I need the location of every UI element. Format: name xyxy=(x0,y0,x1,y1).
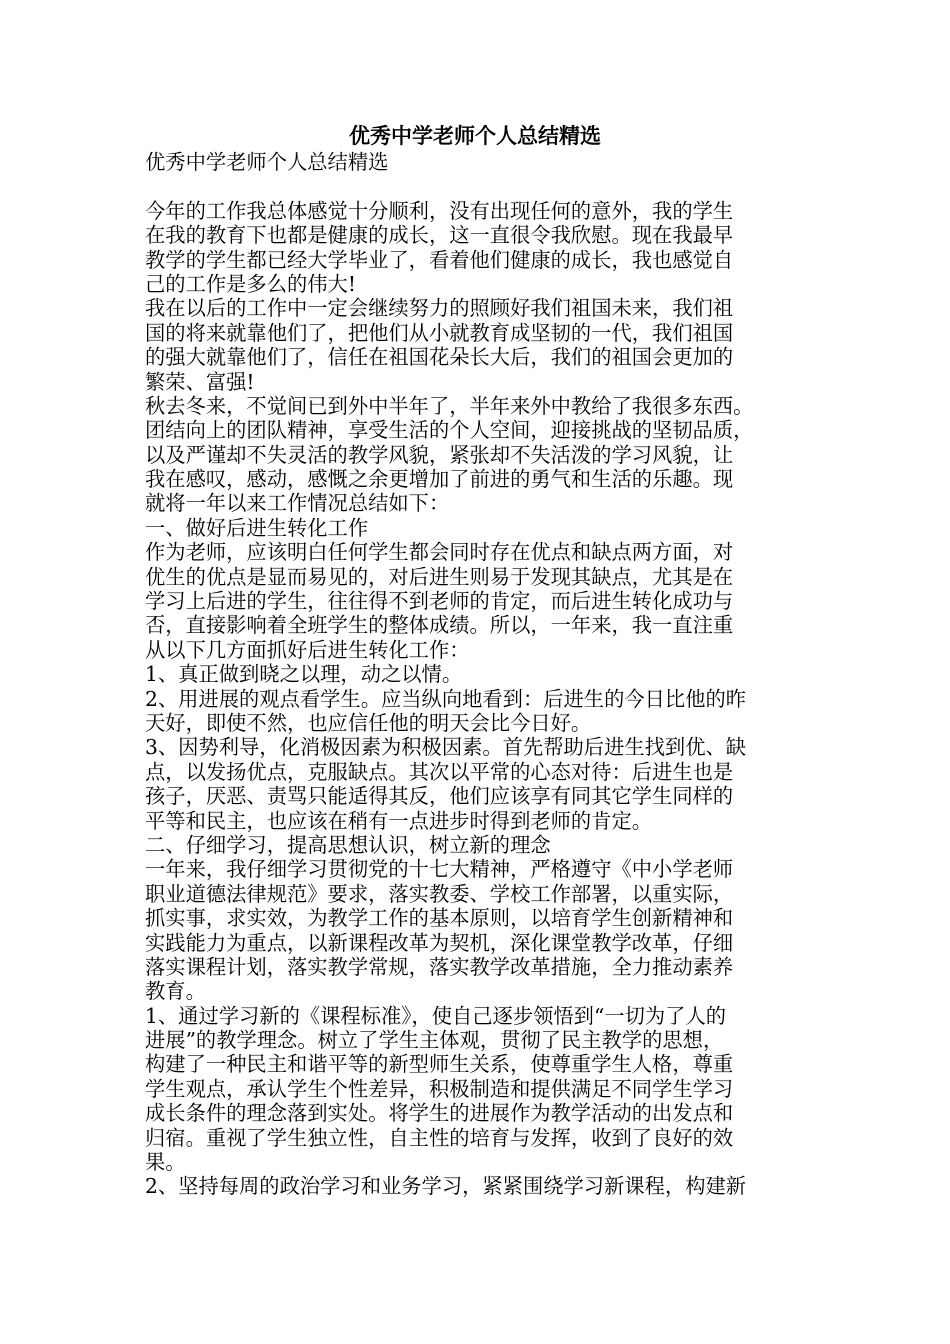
document-title: 优秀中学老师个人总结精选 xyxy=(349,123,601,148)
text-line: 一、做好后进生转化工作 xyxy=(145,515,369,540)
text-line: 归宿。重视了学生独立性，自主性的培育与发挥，收到了良好的效 xyxy=(145,1125,734,1150)
text-line: 实践能力为重点，以新课程改革为契机，深化课堂教学改革，仔细 xyxy=(145,930,734,955)
text-line: 职业道德法律规范》要求，落实教委、学校工作部署，以重实际， xyxy=(145,881,734,906)
text-line: 果。 xyxy=(145,1150,186,1175)
text-line: 点，以发扬优点，克服缺点。其次以平常的心态对待：后进生也是 xyxy=(145,759,734,784)
text-line: 作为老师，应该明白任何学生都会同时存在优点和缺点两方面，对 xyxy=(145,540,734,565)
text-line: 己的工作是多么的伟大! xyxy=(145,271,356,296)
text-line: 平等和民主，也应该在稍有一点进步时得到老师的肯定。 xyxy=(145,808,653,833)
text-line: 今年的工作我总体感觉十分顺利，没有出现任何的意外，我的学生 xyxy=(145,198,734,223)
text-line: 优生的优点是显而易见的，对后进生则易于发现其缺点，尤其是在 xyxy=(145,564,734,589)
text-line: 我在感叹，感动，感慨之余更增加了前进的勇气和生活的乐趣。现 xyxy=(145,467,734,492)
text-line: 优秀中学老师个人总结精选 xyxy=(145,150,389,174)
text-line: 秋去冬来，不觉间已到外中半年了，半年来外中教给了我很多东西。 xyxy=(145,393,754,418)
text-line: 学生观点，承认学生个性差异，积极制造和提供满足不同学生学习 xyxy=(145,1076,734,1101)
text-line: 繁荣、富强! xyxy=(145,369,255,394)
text-line: 落实课程计划，落实教学常规，落实教学改革措施，全力推动素养 xyxy=(145,954,734,979)
text-line: 否，直接影响着全班学生的整体成绩。所以，一年来，我一直注重 xyxy=(145,613,734,638)
text-line: 教育。 xyxy=(145,979,206,1004)
text-line: 1、通过学习新的《课程标准》，使自己逐步领悟到“一切为了人的 xyxy=(145,1003,727,1028)
text-line: 孩子，厌恶、责骂只能适得其反，他们应该享有同其它学生同样的 xyxy=(145,784,734,809)
text-line: 在我的教育下也都是健康的成长，这一直很令我欣慰。现在我最早 xyxy=(145,223,734,248)
text-line: 国的将来就靠他们了，把他们从小就教育成坚韧的一代，我们祖国 xyxy=(145,320,734,345)
text-line: 教学的学生都已经大学毕业了，看着他们健康的成长，我也感觉自 xyxy=(145,247,734,272)
text-line: 以及严谨却不失灵活的教学风貌，紧张却不失活泼的学习风貌，让 xyxy=(145,442,734,467)
text-line: 我在以后的工作中一定会继续努力的照顾好我们祖国未来，我们祖 xyxy=(145,296,734,321)
text-line: 学习上后进的学生，往往得不到老师的肯定，而后进生转化成功与 xyxy=(145,589,734,614)
text-line: 2、坚持每周的政治学习和业务学习，紧紧围绕学习新课程，构建新 xyxy=(145,1174,747,1199)
text-line: 天好，即使不然，也应信任他的明天会比今日好。 xyxy=(145,710,592,735)
text-line: 一年来，我仔细学习贯彻党的十七大精神，严格遵守《中小学老师 xyxy=(145,857,734,882)
text-line: 1、真正做到晓之以理，动之以情。 xyxy=(145,662,463,687)
text-line: 进展”的教学理念。树立了学生主体观，贯彻了民主教学的思想， xyxy=(145,1028,724,1053)
text-line: 二、仔细学习，提高思想认识，树立新的理念 xyxy=(145,832,551,857)
text-line: 的强大就靠他们了，信任在祖国花朵长大后，我们的祖国会更加的 xyxy=(145,345,734,370)
text-line: 就将一年以来工作情况总结如下： xyxy=(145,491,450,516)
text-line: 构建了一种民主和谐平等的新型师生关系，使尊重学生人格，尊重 xyxy=(145,1052,734,1077)
text-line: 2、用进展的观点看学生。应当纵向地看到：后进生的今日比他的昨 xyxy=(145,686,747,711)
text-line: 3、因势利导，化消极因素为积极因素。首先帮助后进生找到优、缺 xyxy=(145,735,747,760)
text-line: 成长条件的理念落到实处。将学生的进展作为教学活动的出发点和 xyxy=(145,1101,734,1126)
blank-line xyxy=(145,174,817,198)
document-body xyxy=(145,150,817,1199)
text-line: 抓实事，求实效，为教学工作的基本原则，以培育学生创新精神和 xyxy=(145,906,734,931)
text-line: 团结向上的团队精神，享受生活的个人空间，迎接挑战的坚韧品质， xyxy=(145,418,754,443)
text-line: 从以下几方面抓好后进生转化工作： xyxy=(145,637,470,662)
